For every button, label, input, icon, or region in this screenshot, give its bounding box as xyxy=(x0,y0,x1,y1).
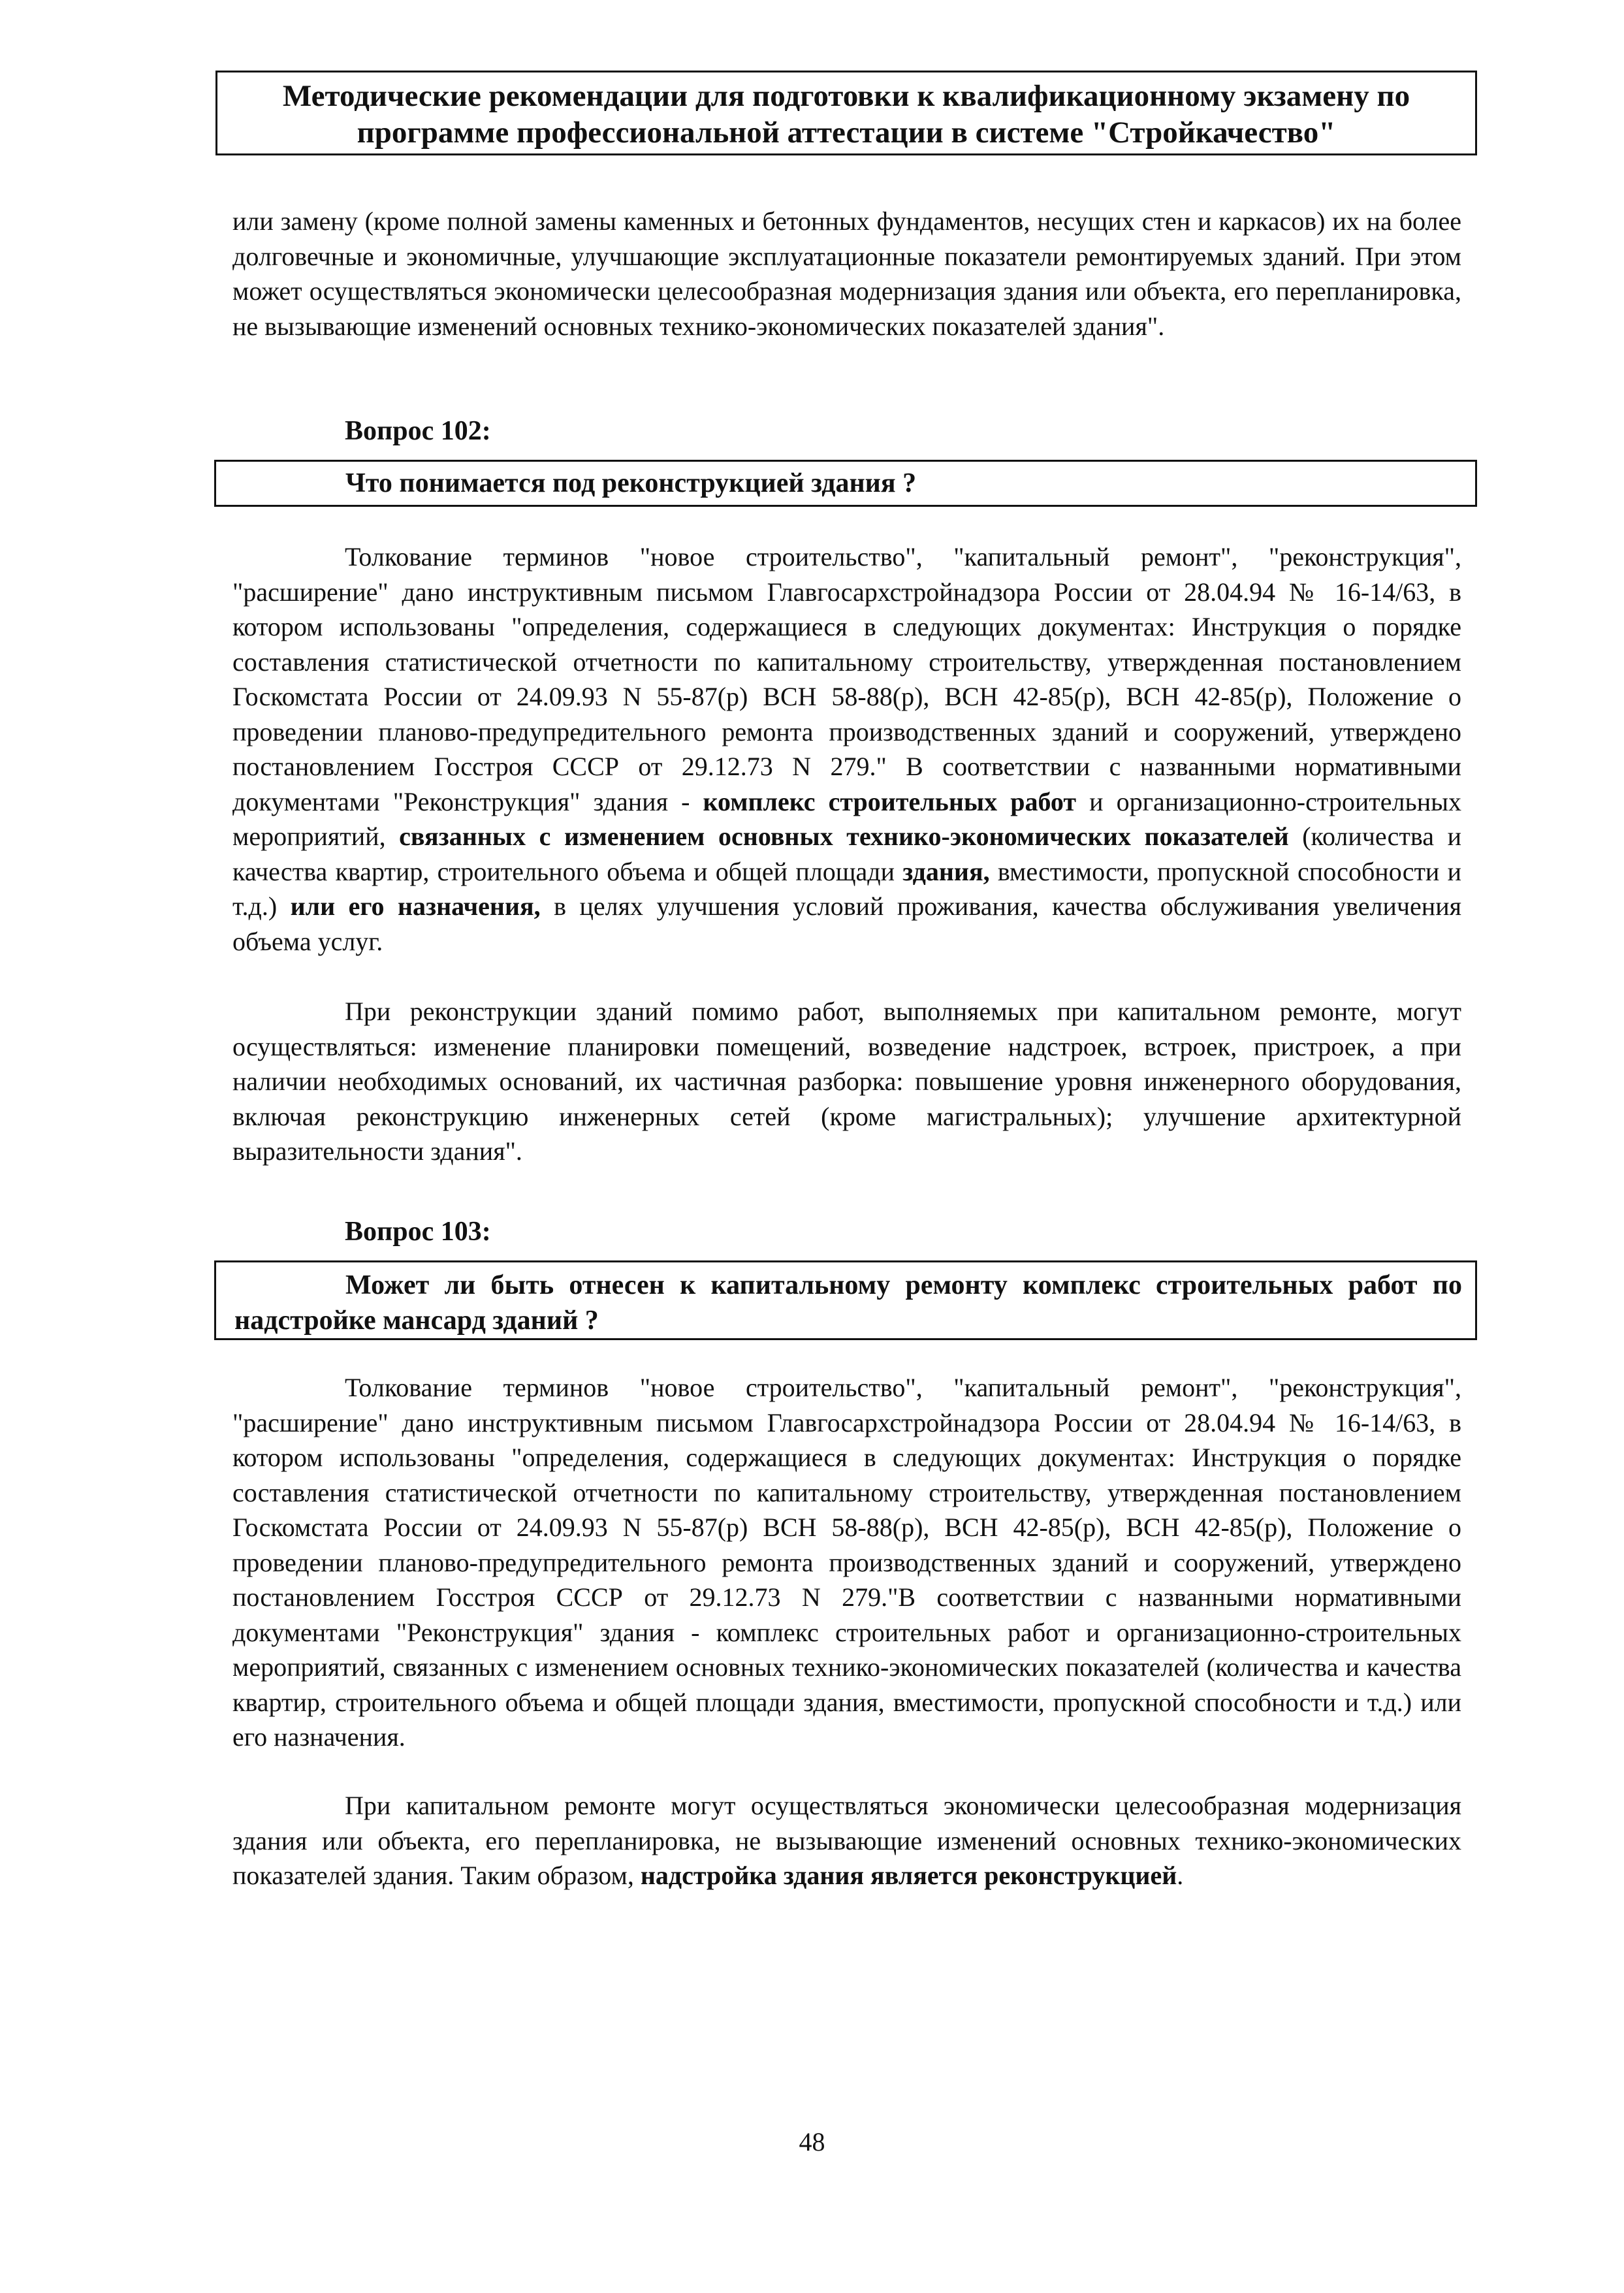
q103-p2-text-1: При капитальном ремонте могут осуществляться экономически целесообразная модернизация здания или объекта, его перепланировка, не вызывающие изменений основных технико-экономических показателей здания. Таким образом, xyxy=(232,1791,1461,1890)
q102-p1-bold-4: или его назначения, xyxy=(290,891,541,921)
header-line-2: программе профессиональной аттестации в системе "Стройкачество" xyxy=(357,116,1336,150)
q102-p1-text-4: вместимости, пропускной способности и т.д.) xyxy=(232,856,1461,921)
question-102-answer-paragraph-2: При реконструкции зданий помимо работ, выполняемых при капитальном ремонте, могут осуществляться: изменение планировки помещений, возведение надстроек, встроек, пристроек, а при наличии необходимых оснований, их частичная разборка: повышение уровня инженерного оборудования, включая реконструкцию инженерных сетей (кроме магистральных); улучшение архитектурной выразительности здания". xyxy=(232,997,1461,1166)
question-102-label: Вопрос 102: xyxy=(345,416,491,446)
question-102-answer-paragraph-1 xyxy=(232,539,1461,959)
q103-p2-bold-1: надстройка здания является реконструкцией xyxy=(640,1861,1177,1890)
intro-paragraph: или замену (кроме полной замены каменных и бетонных фундаментов, несущих стен и каркасов) их на более долговечные и экономичные, улучшающие эксплуатационные показатели ремонтируемых зданий. При этом может осуществляться экономически целесообразная модернизация здания или объекта, его перепланировка, не вызывающие изменений основных технико-экономических показателей здания". xyxy=(232,206,1461,341)
question-102-text: Что понимается под реконструкцией здания ? xyxy=(345,468,917,498)
question-103-answer-paragraph-2 xyxy=(232,1788,1461,1893)
q102-p1-text-1: Толкование терминов "новое строительство", "капитальный ремонт", "реконструкция", "расширение" дано инструктивным письмом Главгосархстройнадзора России от 28.04.94 № 16-14/63, в котором использованы "определения, содержащиеся в следующих документах: Инструкция о порядке составления статистической отчетности по капитальному строительству, утвержденная постановлением Госкомстата России от 24.09.93 N 55-87(р) ВСН 58-88(р), ВСН 42-85(р), ВСН 42-85(р), Положение о проведении планово-предупредительного ремонта производственных зданий и сооружений, утверждено постановлением Госстроя СССР от 29.12.73 N 279." В соответствии с названными нормативными документами "Реконструкция" здания - xyxy=(232,542,1461,816)
document-header xyxy=(215,71,1477,155)
q102-p1-text-3: (количества и качества квартир, строительного объема и общей площади xyxy=(232,822,1461,886)
q102-p1-text-5: в целях улучшения условий проживания, качества обслуживания увеличения объема услуг. xyxy=(232,891,1462,956)
q103-p2-text-2: . xyxy=(1177,1861,1184,1890)
question-103-label: Вопрос 103: xyxy=(345,1217,491,1247)
q102-p1-text-2: и организационно-строительных мероприятий, xyxy=(232,786,1461,851)
header-line-1: Методические рекомендации для подготовки к квалификационному экзамену по xyxy=(282,79,1410,113)
question-103-box xyxy=(214,1260,1477,1340)
q102-p1-bold-1: комплекс строительных работ xyxy=(703,786,1077,816)
page-number: 48 xyxy=(799,2127,825,2157)
q102-p1-bold-2: связанных с изменением основных технико-экономических показателей xyxy=(399,822,1289,851)
question-103-text: Может ли быть отнесен к капитальному ремонту комплекс строительных работ по надстройке мансард зданий ? xyxy=(234,1270,1462,1336)
q102-p1-bold-3: здания, xyxy=(902,856,990,886)
question-103-answer-paragraph-1: Толкование терминов "новое строительство", "капитальный ремонт", "реконструкция", "расширение" дано инструктивным письмом Главгосархстройнадзора России от 28.04.94 № 16-14/63, в котором использованы "определения, содержащиеся в следующих документах: Инструкция о порядке составления статистической отчетности по капитальному строительству, утвержденная постановлением Госкомстата России от 24.09.93 N 55-87(р) ВСН 58-88(р), ВСН 42-85(р), ВСН 42-85(р), Положение о проведении планово-предупредительного ремонта производственных зданий и сооружений, утверждено постановлением Госстроя СССР от 29.12.73 N 279."В соответствии с названными нормативными документами "Реконструкция" здания - комплекс строительных работ и организационно-строительных мероприятий, связанных с изменением основных технико-экономических показателей (количества и качества квартир, строительного объема и общей площади здания, вместимости, пропускной способности и т.д.) или его назначения. xyxy=(232,1373,1461,1752)
question-102-box xyxy=(214,460,1477,507)
